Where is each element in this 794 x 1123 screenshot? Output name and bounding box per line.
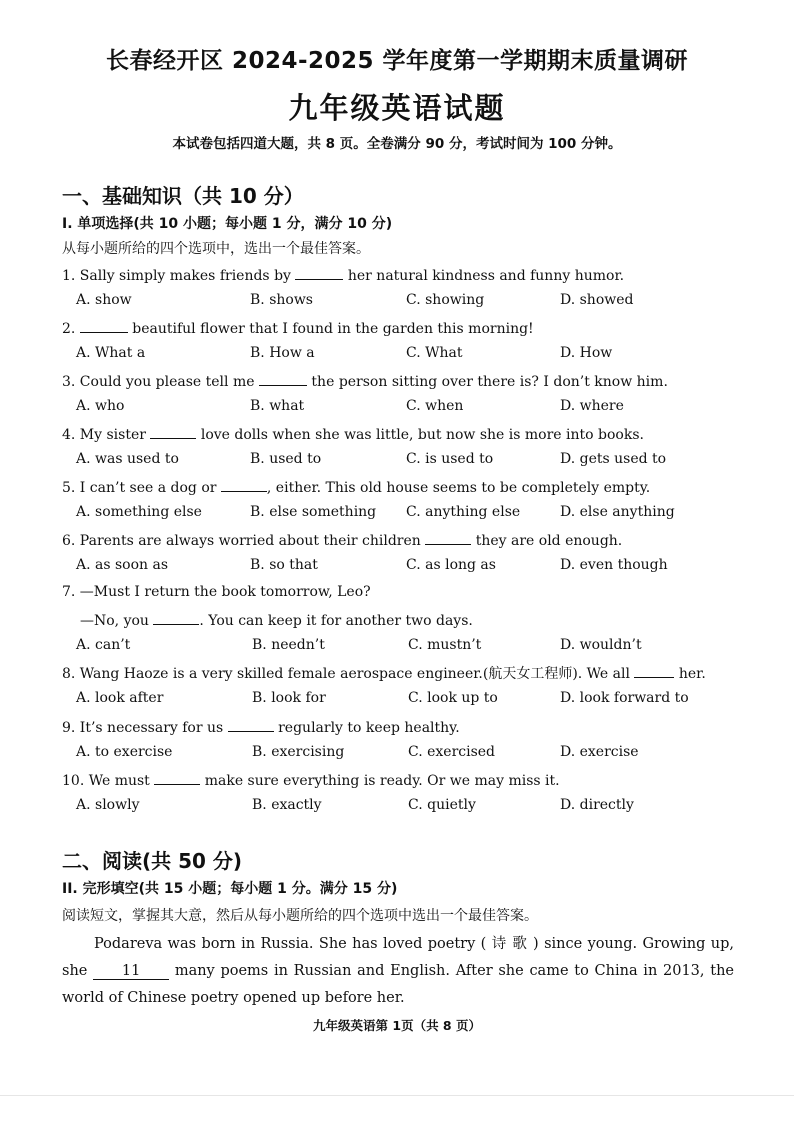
option-b: B. so that	[250, 557, 318, 573]
option-a: A. What a	[76, 345, 146, 361]
answer-blank	[295, 265, 343, 280]
question-8	[62, 663, 762, 683]
question-4	[62, 424, 762, 443]
section1-instruction: 从每小题所给的四个选项中，选出一个最佳答案。	[62, 241, 370, 257]
question-5-pre: 5. I can’t see a dog or	[62, 480, 221, 496]
answer-blank	[154, 770, 200, 785]
question-10-pre: 10. We must	[62, 773, 155, 789]
option-c: C. look up to	[408, 690, 498, 706]
option-a: A. was used to	[76, 451, 179, 467]
option-b: B. needn’t	[252, 637, 325, 653]
option-a: A. to exercise	[76, 744, 173, 760]
option-c: C. What	[406, 345, 463, 361]
option-b: B. exercising	[252, 744, 345, 760]
question-9	[62, 717, 762, 736]
option-b: B. How a	[250, 345, 315, 361]
section1-part-title: I. 单项选择(共 10 小题；每小题 1 分，满分 10 分)	[62, 216, 393, 232]
option-c: C. showing	[406, 292, 485, 308]
option-b: B. look for	[252, 690, 326, 706]
question-10-post: make sure everything is ready. Or we may miss it.	[200, 773, 560, 789]
question-7-post: . You can keep it for another two days.	[199, 613, 473, 629]
option-b: B. exactly	[252, 797, 322, 813]
question-9-post: regularly to keep healthy.	[273, 720, 460, 736]
option-b: B. what	[250, 398, 305, 414]
question-2-pre: 2.	[62, 321, 80, 337]
answer-blank	[221, 477, 267, 492]
question-3-pre: 3. Could you please tell me	[62, 374, 259, 390]
question-7	[62, 584, 762, 600]
question-5-post: , either. This old house seems to be completely empty.	[266, 480, 651, 496]
option-a: A. something else	[76, 504, 202, 520]
option-d: D. else anything	[560, 504, 675, 520]
option-c: C. anything else	[406, 504, 521, 520]
option-c: C. quietly	[408, 797, 476, 813]
option-b: B. used to	[250, 451, 322, 467]
question-1-post: her natural kindness and funny humor.	[343, 268, 625, 284]
answer-blank	[80, 318, 128, 333]
option-a: A. as soon as	[76, 557, 169, 573]
option-c: C. mustn’t	[408, 637, 482, 653]
option-c: C. when	[406, 398, 464, 414]
question-7-line1: 7. —Must I return the book tomorrow, Leo?	[62, 584, 371, 600]
option-a: A. show	[76, 292, 132, 308]
question-7-reply	[80, 610, 780, 629]
option-d: D. wouldn’t	[560, 637, 642, 653]
section2-part-title: II. 完形填空(共 15 小题；每小题 1 分。满分 15 分)	[62, 881, 398, 897]
section1-heading: 一、基础知识（共 10 分）	[62, 184, 304, 208]
option-d: D. look forward to	[560, 690, 689, 706]
exam-title-line2: 九年级英语试题	[288, 91, 506, 125]
answer-blank	[153, 610, 199, 625]
page-footer: 九年级英语第 1页（共 8 页）	[313, 1018, 481, 1033]
answer-blank	[425, 530, 471, 545]
cloze-passage	[62, 931, 734, 1012]
exam-title-line1: 长春经开区 2024-2025 学年度第一学期期末质量调研	[105, 48, 689, 74]
option-a: A. look after	[76, 690, 164, 706]
question-3-post: the person sitting over there is? I don’t know him.	[306, 374, 668, 390]
option-b: B. else something	[250, 504, 377, 520]
option-d: D. where	[560, 398, 624, 414]
answer-blank	[150, 424, 196, 439]
option-d: D. directly	[560, 797, 634, 813]
question-5	[62, 477, 762, 496]
answer-blank	[634, 663, 674, 678]
answer-blank	[259, 371, 307, 386]
question-9-pre: 9. It’s necessary for us	[62, 720, 228, 736]
cloze-text-part2: many poems in Russian and English. After she came to China in 2013, the world of Chinese poetry opened up before her.	[62, 963, 734, 1006]
question-1-pre: 1. Sally simply makes friends by	[62, 268, 296, 284]
question-6-post: they are old enough.	[471, 533, 623, 549]
scan-edge	[0, 1095, 794, 1096]
exam-intro: 本试卷包括四道大题，共 8 页。全卷满分 90 分，考试时间为 100 分钟。	[172, 136, 622, 152]
option-d: D. exercise	[560, 744, 639, 760]
question-4-post: love dolls when she was little, but now she is more into books.	[196, 427, 644, 443]
section2-instruction: 阅读短文，掌握其大意，然后从每小题所给的四个选项中选出一个最佳答案。	[62, 908, 538, 924]
option-a: A. who	[76, 398, 125, 414]
cloze-text-part1: Podareva was born in Russia. She has loved poetry ( 诗 歌 ) since young. Growing up, she	[62, 936, 734, 979]
option-b: B. shows	[250, 292, 313, 308]
question-10	[62, 770, 762, 789]
option-c: C. as long as	[406, 557, 496, 573]
question-1	[62, 265, 762, 284]
option-c: C. is used to	[406, 451, 494, 467]
question-8-pre: 8. Wang Haoze is a very skilled female aerospace engineer.(航天女工程师). We all	[62, 666, 635, 682]
question-3	[62, 371, 762, 390]
option-d: D. showed	[560, 292, 634, 308]
cloze-blank-11: 11	[93, 963, 169, 980]
option-d: D. How	[560, 345, 613, 361]
question-7-pre: —No, you	[80, 613, 154, 629]
question-6-pre: 6. Parents are always worried about their children	[62, 533, 426, 549]
option-c: C. exercised	[408, 744, 496, 760]
option-a: A. can’t	[76, 637, 131, 653]
question-8-post: her.	[674, 666, 706, 682]
option-d: D. even though	[560, 557, 668, 573]
question-2-post: beautiful flower that I found in the garden this morning!	[127, 321, 534, 337]
question-4-pre: 4. My sister	[62, 427, 151, 443]
question-6	[62, 530, 762, 549]
answer-blank	[228, 717, 274, 732]
question-2	[62, 318, 762, 337]
option-d: D. gets used to	[560, 451, 667, 467]
section2-heading: 二、阅读(共 50 分)	[62, 849, 243, 873]
option-a: A. slowly	[76, 797, 140, 813]
